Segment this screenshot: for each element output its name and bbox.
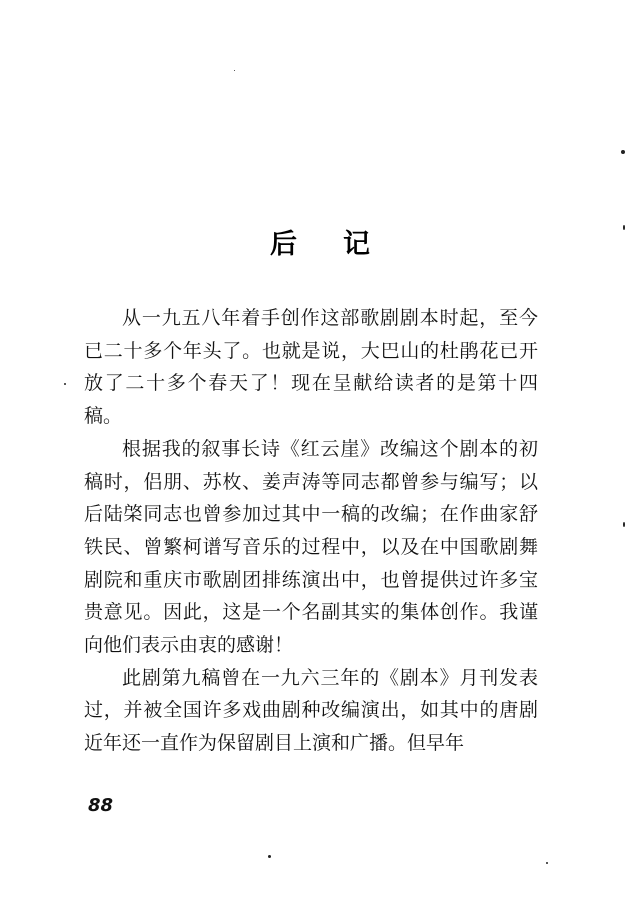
scan-speck: [268, 855, 271, 858]
scan-speck: [234, 70, 235, 71]
scan-speck: [623, 522, 625, 527]
paragraph-3: 此剧第九稿曾在一九六三年的《剧本》月刊发表过，并被全国许多戏曲剧种改编演出，如其中的唐剧近年还一直作为保留剧目上演和广播。但早年: [84, 666, 538, 755]
paragraph-2: 根据我的叙事长诗《红云崖》改编这个剧本的初稿时，侣朋、苏枚、姜声涛等同志都曾参与编写；以后陆棨同志也曾参加过其中一稿的改编；在作曲家舒铁民、曾繁柯谱写音乐的过程中，以及在中国歌剧舞剧院和重庆市歌剧团排练演出中，也曾提供过许多宝贵意见。因此，这是一个名副其实的集体创作。我谨向他们表示由衷的感谢！: [84, 437, 538, 657]
scan-speck: [621, 150, 625, 154]
paragraph-1: 从一九五八年着手创作这部歌剧剧本时起，至今已二十多个年头了。也就是说，大巴山的杜鹃花已开放了二十多个春天了！现在呈献给读者的是第十四稿。: [84, 307, 538, 428]
page-number: 88: [88, 795, 114, 816]
scan-speck: [623, 225, 625, 230]
scan-speck: [64, 383, 66, 385]
page-title: 后记: [270, 229, 416, 260]
body-text: [84, 302, 538, 760]
scan-speck: [546, 862, 548, 864]
